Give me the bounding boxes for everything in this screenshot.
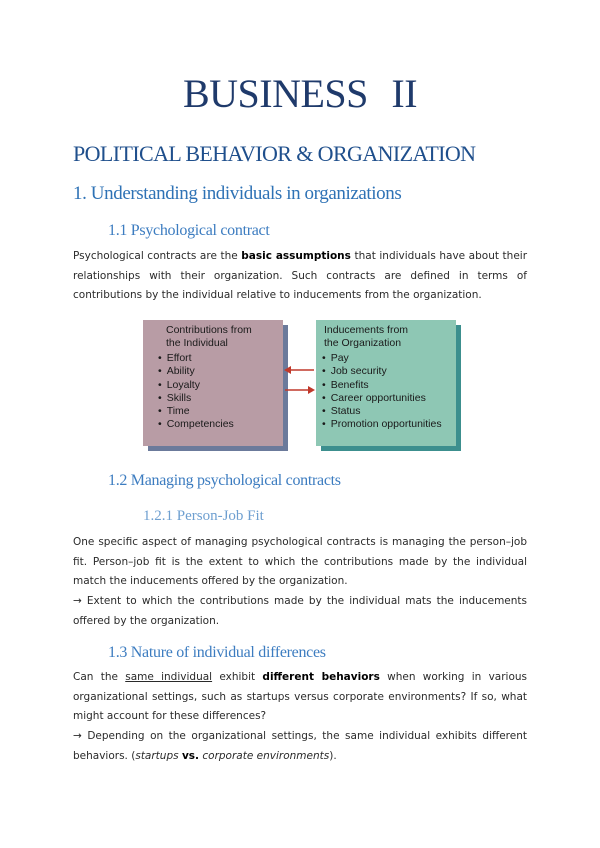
- text-run: ).: [329, 749, 337, 762]
- list-item: • Skills: [158, 392, 283, 405]
- heading-line: the Individual: [166, 336, 228, 349]
- list-item: • Pay: [322, 352, 456, 365]
- italic-term: startups: [135, 749, 182, 762]
- italic-term: corporate environments: [199, 749, 330, 762]
- bold-term: basic assumptions: [241, 250, 351, 262]
- list-item: • Loyalty: [158, 379, 283, 392]
- underlined-term: same individual: [125, 671, 213, 683]
- text-run: when working in various organizational settings, such as startups versus corporate environments? If so, what might account for these differences?: [73, 671, 528, 722]
- section-1-1-heading: 1.1 Psychological contract: [108, 222, 270, 239]
- list-item: • Job security: [322, 365, 456, 378]
- list-item: • Ability: [158, 365, 283, 378]
- text-run: exhibit: [212, 671, 263, 683]
- inducements-list: [316, 352, 456, 432]
- contributions-inducements-diagram: [143, 314, 466, 454]
- contributions-heading: [143, 320, 283, 349]
- person-job-fit-paragraph: One specific aspect of managing psychological contracts is managing the person–job fit. Person–job fit is the extent to which the contributions made by the individual match the inducements offered by the organization.: [73, 536, 527, 587]
- list-item: • Competencies: [158, 418, 283, 431]
- bold-term: different behaviors: [262, 671, 380, 683]
- inducements-box: [316, 320, 456, 446]
- individual-differences-answer: [73, 727, 527, 766]
- text-run: Can the: [73, 671, 126, 683]
- psych-contract-paragraph: [73, 247, 527, 306]
- section-1-2-heading: 1.2 Managing psychological contracts: [108, 472, 341, 489]
- arrow-left-head: [284, 366, 291, 374]
- list-item: • Time: [158, 405, 283, 418]
- heading-line: Contributions from: [166, 324, 252, 336]
- chapter-heading: POLITICAL BEHAVIOR & ORGANIZATION: [73, 141, 476, 166]
- list-item: • Benefits: [322, 379, 456, 392]
- text-run: that individuals have about their relationships with their organization. Such contracts are defined in terms of contributions by the individual relative to inducements from the organization.: [73, 250, 528, 301]
- bold-term: vs.: [181, 749, 200, 762]
- contributions-list: [143, 352, 283, 432]
- heading-line: the Organization: [324, 336, 402, 349]
- list-item: • Career opportunities: [322, 392, 456, 405]
- list-item: • Promotion opportunities: [322, 418, 456, 431]
- exchange-arrows-icon: [283, 354, 316, 404]
- text-run: Psychological contracts are the: [73, 250, 242, 262]
- list-item: • Status: [322, 405, 456, 418]
- section-1-heading: 1. Understanding individuals in organizations: [73, 183, 402, 204]
- section-1-2-1-heading: 1.2.1 Person-Job Fit: [143, 508, 264, 524]
- heading-line: Inducements from: [324, 324, 409, 336]
- contributions-box: [143, 320, 283, 446]
- person-job-fit-note: → Extent to which the contributions made by the individual mats the inducements offered by the organization.: [73, 595, 527, 627]
- text-run: → Depending on the organizational settings, the same individual exhibits different behaviors. (: [73, 730, 527, 762]
- arrow-right-head: [308, 386, 315, 394]
- list-item: • Effort: [158, 352, 283, 365]
- inducements-heading: [316, 320, 456, 349]
- individual-differences-question: [73, 668, 527, 727]
- section-1-3-heading: 1.3 Nature of individual differences: [108, 644, 326, 661]
- document-title: BUSINESS II: [182, 71, 418, 116]
